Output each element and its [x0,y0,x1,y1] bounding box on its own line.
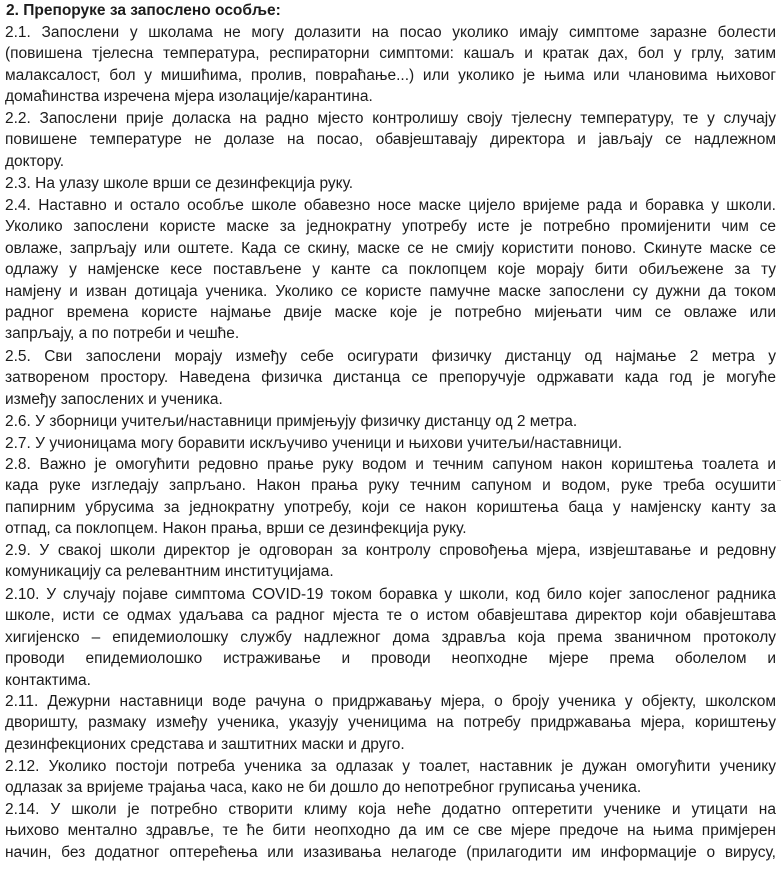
paragraph-2-5 [5,346,776,410]
paragraph-2-3 [5,173,776,194]
text-line: 2.14. У школи је потребно створити климу која неће додатно оптеретити ученике и утицати на [5,801,776,818]
text-line: 2.5. Сви запослени морају између себе осигурати физичку дистанцу од најмање 2 метра у [5,348,776,365]
paragraph-2-12 [5,756,776,799]
text-line: повишене температуре не долазе на посао, обавјештавају директора и јављају се надлежном [5,131,776,149]
paragraph-2-6 [5,411,776,432]
text-line: проводи епидемиолошко истраживање и проводи неопходне мјере према оболелом и [5,650,776,668]
text-line: 2.1. Запослени у школама не могу долазити на посао уколико имају симптоме заразне болести [5,24,776,41]
text-line: контактима. [5,671,91,689]
paragraph-2-7 [5,433,776,454]
text-line: 2.2. Запослени прије доласка на радно мјесто контролишу своју тјелесну температуру, те у случају [5,110,776,127]
text-line: (повишена тјелесна температура, респираторни симптоми: кашаљ и кратак дах, бол у грлу, затим [5,45,776,63]
text-line: намјену и изван дотицаја ученика. Уколико се користе памучне маске запослени су дужни да током [5,282,776,300]
paragraph-2-2 [5,108,776,172]
paragraph-2-8 [5,454,776,540]
paragraph-2-14 [5,799,776,863]
paragraph-2-11 [5,691,776,755]
text-line: начин, без додатног оптерећења или изазивања нелагоде (прилагодити им информације о вирусу, [5,843,776,861]
scan-speck [777,480,781,481]
text-line: запрљају, а по потреби и чешће. [5,325,240,343]
text-line: домаћинства изречена мјера изолације/карантина. [5,88,373,106]
text-line: између запослених и ученика. [5,390,223,408]
text-line: 2.3. На улазу школе врши се дезинфекција руку. [5,175,354,192]
text-line: одлазак за вријеме трајања часа, како не би дошло до непотребног груписања ученика. [5,779,642,797]
text-line: дворишту, размаку између ученика, указују ученицима на потребу придржавања мјера, кориштењу [5,714,776,732]
text-line: 2.12. Уколико постоји потреба ученика за одлазак у тоалет, наставник је дужан омогућити ученику [5,758,776,775]
text-line: комуникацију са релевантним институцијама. [5,563,334,581]
text-line: папирним убрусима за једнократну употребу, који се након кориштења баца у намјенску канту за [5,498,776,516]
text-line: 2.4. Наставно и остало особље школе обавезно носе маске цијело вријеме рада и боравка у школи. [5,197,776,214]
text-line: 2.9. У свакој школи директор је одговоран за контролу спровођења мјера, извјештавање и редовну [5,542,776,559]
text-line: малаксалост, бол у мишићима, пролив, повраћање...) или уколико је њима или члановима њиховог [5,66,776,84]
section-heading: 2. Препоруке за запослено особље: [6,2,281,19]
text-line: 2.8. Важно је омогућити редовно прање руку водом и течним сапуном након кориштења тоалета и [5,456,776,473]
text-line: 2.6. У зборници учитељи/наставници примјењују физичку дистанцу од 2 метра. [5,413,578,430]
text-line: 2.10. У случају појаве симптома COVID-19 током боравка у школи, код било којег запосленог радника [5,586,776,603]
paragraph-2-4 [5,195,776,345]
text-line: доктору. [5,152,65,170]
text-line: радног времена користе најмање двије маске које је потребно мијењати чим се овлаже или [5,303,776,321]
paragraph-2-9 [5,540,776,583]
text-line: дезинфекционих средстава и заштитних маски и друго. [5,735,405,753]
text-line: одлажу у намјенске кесе постављене у канте са поклопцем које морају бити обиљежене за ту [5,261,776,279]
text-line: 2.7. У учионицама могу боравити искључиво ученици и њихови учитељи/наставници. [5,435,623,452]
text-line: хигијенско – епидемиолошку службу надлежног дома здравља која према званичном протоколу [5,628,776,646]
text-line: њихово ментално здравље, те ће бити неопходно да им се све мјере предоче на њима примјерен [5,822,776,840]
text-line: Уколико запослени користе маске за једнократну употребу исте је потребно промијенити чим се [5,218,776,236]
text-line: овлаже, запрљају или оштете. Када се скину, маске се не смију користити поново. Скинуте маске се [5,239,776,257]
text-line: школе, исти се одмах удаљава са радног мјеста те о истом обавјештава директор који обавјештава [5,607,776,625]
text-line: када руке изгледају запрљано. Након прања руку течним сапуном и водом, руке треба осушити [5,477,776,495]
text-line: 2.11. Дежурни наставници воде рачуна о придржавању мјера, о броју ученика у објекту, школском [5,693,776,710]
text-line: затвореном простору. Наведена физичка дистанца се препоручује одржавати када год је могуће [5,369,776,387]
text-line: отпад, са поклопцем. Након прања, врши се дезинфекција руку. [5,520,467,538]
paragraph-2-10 [5,584,776,691]
paragraph-2-1 [5,22,776,108]
